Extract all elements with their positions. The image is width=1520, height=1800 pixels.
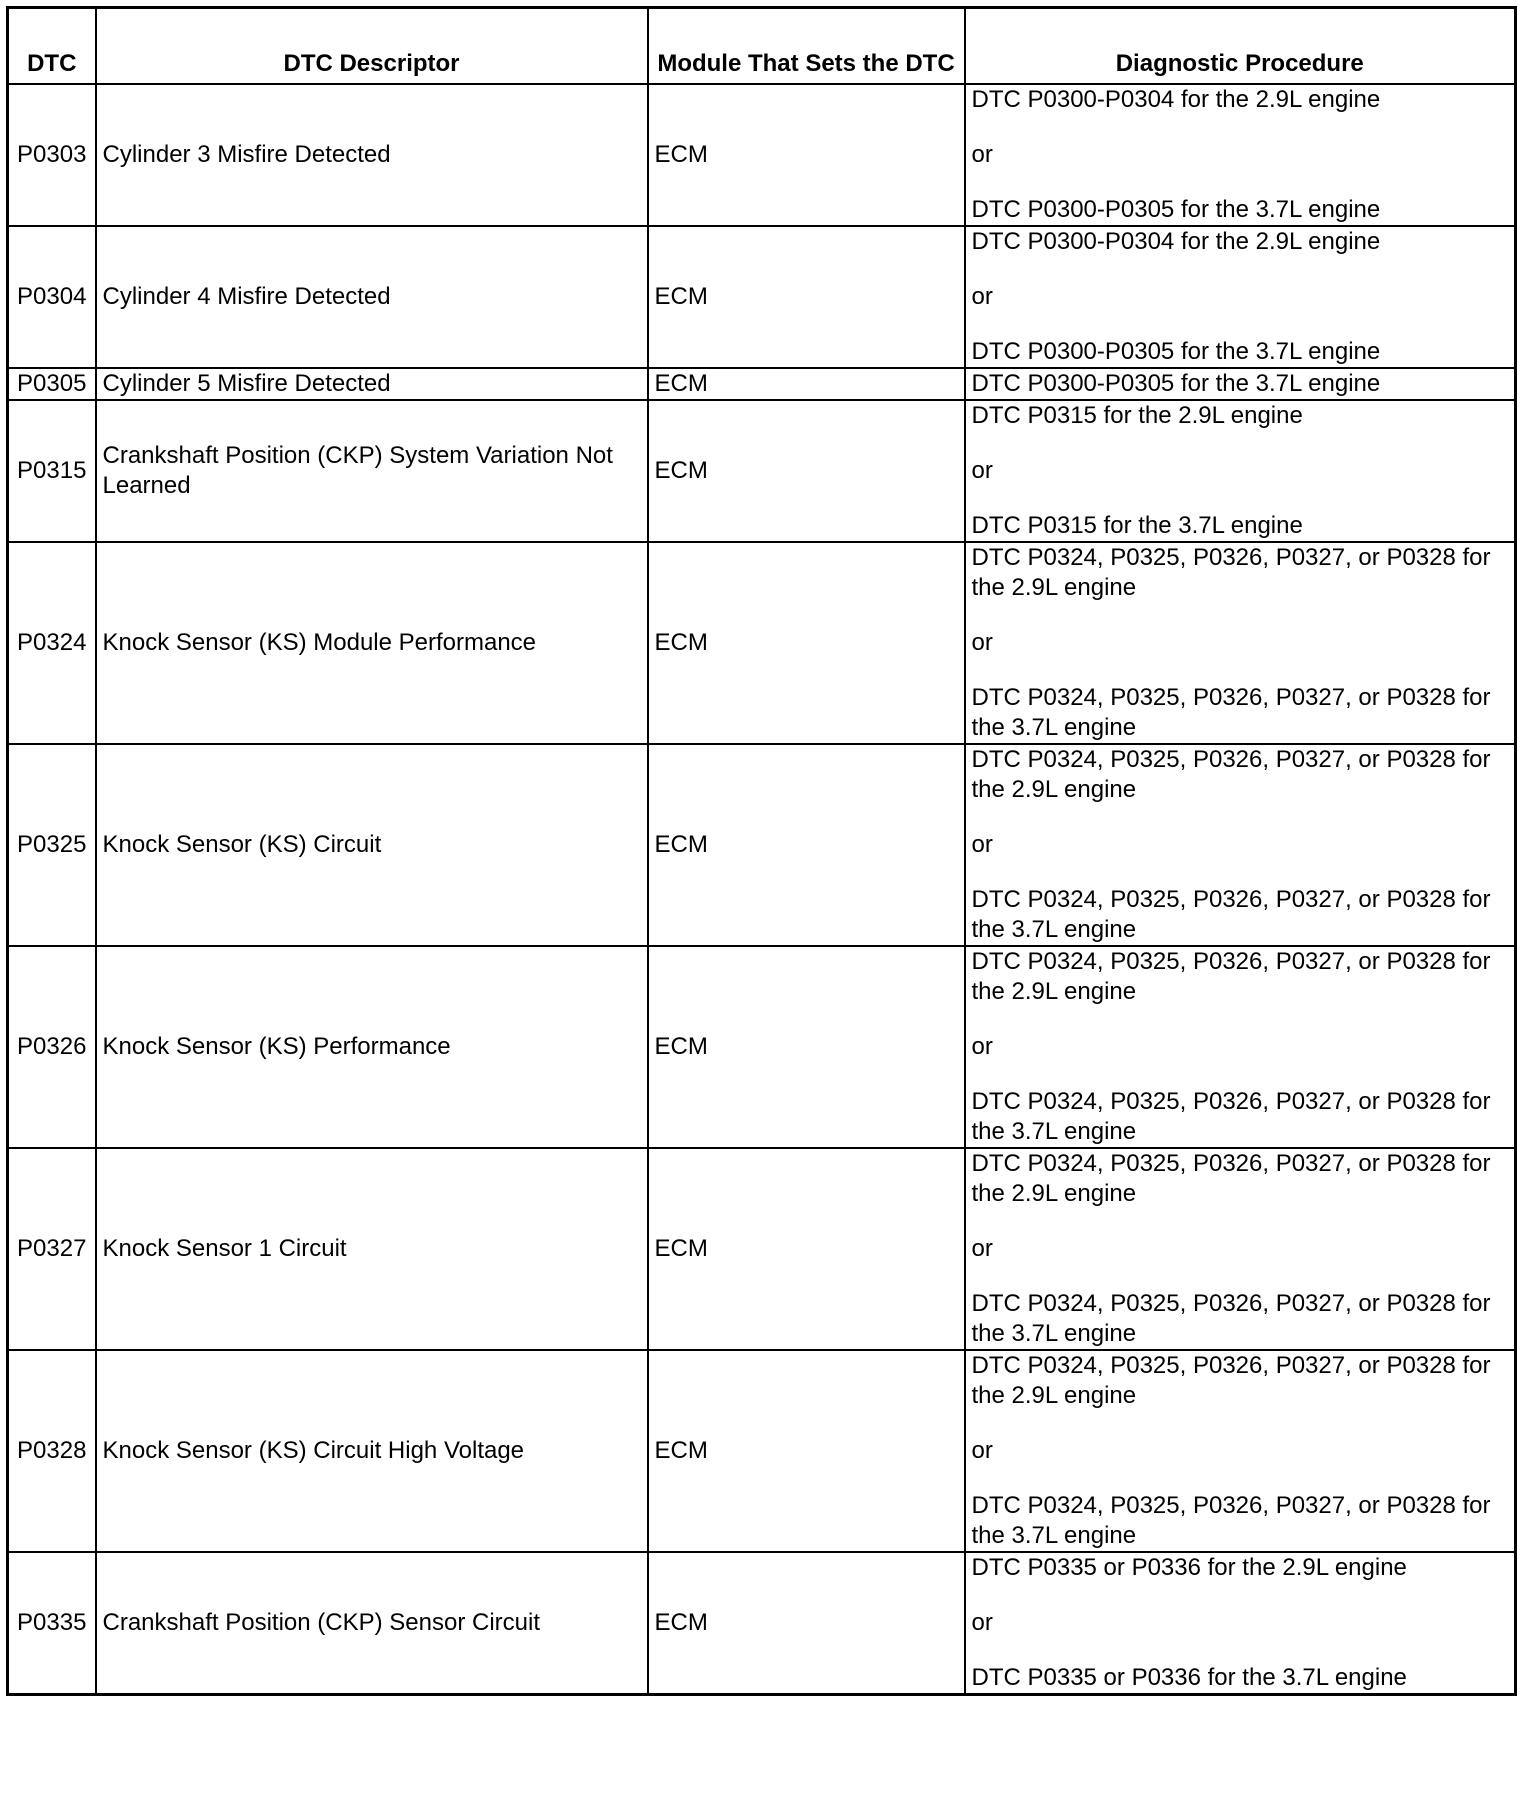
procedure-spacer: [972, 1583, 1509, 1608]
header-descriptor: DTC Descriptor: [96, 8, 648, 85]
dtc-module: ECM: [648, 84, 965, 226]
procedure-line: DTC P0315 for the 2.9L engine: [971, 402, 1303, 429]
procedure-line: DTC P0324, P0325, P0326, P0327, or P0328 for the 3.7L engine: [971, 1088, 1491, 1145]
diagnostic-procedure: [965, 368, 1516, 400]
dtc-descriptor: Knock Sensor (KS) Module Performance: [96, 542, 648, 744]
procedure-spacer: [972, 805, 1509, 830]
procedure-spacer: [972, 860, 1509, 885]
procedure-line: DTC P0300-P0304 for the 2.9L engine: [971, 228, 1381, 255]
dtc-code: P0304: [8, 226, 96, 368]
procedure-line: DTC P0324, P0325, P0326, P0327, or P0328 for the 2.9L engine: [971, 544, 1491, 601]
procedure-line: DTC P0300-P0305 for the 3.7L engine: [971, 196, 1381, 223]
dtc-code: P0303: [8, 84, 96, 226]
procedure-line: DTC P0324, P0325, P0326, P0327, or P0328 for the 3.7L engine: [971, 1290, 1491, 1347]
procedure-line: or: [971, 1235, 993, 1262]
dtc-module: ECM: [648, 946, 965, 1148]
procedure-spacer: [972, 1638, 1509, 1663]
dtc-module: ECM: [648, 1148, 965, 1350]
procedure-line: or: [971, 1609, 993, 1636]
dtc-code: P0325: [8, 744, 96, 946]
procedure-spacer: [972, 431, 1509, 456]
procedure-line: DTC P0300-P0304 for the 2.9L engine: [971, 86, 1381, 113]
table-row: [8, 744, 1516, 946]
diagnostic-procedure: [965, 226, 1516, 368]
procedure-spacer: [972, 312, 1509, 337]
dtc-table: [6, 6, 1517, 1696]
procedure-line: DTC P0324, P0325, P0326, P0327, or P0328 for the 3.7L engine: [971, 1492, 1491, 1549]
procedure-line: DTC P0324, P0325, P0326, P0327, or P0328 for the 2.9L engine: [971, 1150, 1491, 1207]
dtc-module: ECM: [648, 368, 965, 400]
dtc-module: ECM: [648, 744, 965, 946]
diagnostic-procedure: [965, 542, 1516, 744]
table-row: [8, 368, 1516, 400]
procedure-line: DTC P0324, P0325, P0326, P0327, or P0328 for the 2.9L engine: [971, 1352, 1491, 1409]
diagnostic-procedure: [965, 1552, 1516, 1695]
procedure-line: DTC P0324, P0325, P0326, P0327, or P0328 for the 3.7L engine: [971, 886, 1491, 943]
dtc-code: P0324: [8, 542, 96, 744]
dtc-code: P0326: [8, 946, 96, 1148]
dtc-descriptor: Crankshaft Position (CKP) Sensor Circuit: [96, 1552, 648, 1695]
diagnostic-procedure: [965, 1350, 1516, 1552]
procedure-spacer: [972, 1062, 1509, 1087]
procedure-line: DTC P0324, P0325, P0326, P0327, or P0328 for the 3.7L engine: [971, 684, 1491, 741]
procedure-line: or: [971, 831, 993, 858]
procedure-spacer: [972, 1209, 1509, 1234]
dtc-code: P0315: [8, 400, 96, 542]
diagnostic-procedure: [965, 400, 1516, 542]
procedure-line: or: [971, 141, 993, 168]
table-row: [8, 84, 1516, 226]
procedure-line: DTC P0300-P0305 for the 3.7L engine: [971, 338, 1381, 365]
procedure-line: DTC P0335 or P0336 for the 2.9L engine: [971, 1554, 1407, 1581]
procedure-line: DTC P0335 or P0336 for the 3.7L engine: [971, 1664, 1407, 1691]
dtc-descriptor: Knock Sensor (KS) Circuit: [96, 744, 648, 946]
diagnostic-procedure: [965, 744, 1516, 946]
dtc-descriptor: Crankshaft Position (CKP) System Variation Not Learned: [96, 400, 648, 542]
diagnostic-procedure: [965, 1148, 1516, 1350]
diagnostic-procedure: [965, 84, 1516, 226]
procedure-line: DTC P0315 for the 3.7L engine: [971, 512, 1303, 539]
procedure-spacer: [972, 1264, 1509, 1289]
dtc-code: P0327: [8, 1148, 96, 1350]
procedure-line: DTC P0324, P0325, P0326, P0327, or P0328 for the 2.9L engine: [971, 948, 1491, 1005]
procedure-spacer: [972, 1411, 1509, 1436]
dtc-descriptor: Cylinder 3 Misfire Detected: [96, 84, 648, 226]
table-row: [8, 1552, 1516, 1695]
table-header: [8, 8, 1516, 85]
procedure-line: or: [971, 629, 993, 656]
dtc-code: P0305: [8, 368, 96, 400]
procedure-spacer: [972, 486, 1509, 511]
procedure-line: DTC P0300-P0305 for the 3.7L engine: [971, 370, 1381, 397]
table-row: [8, 542, 1516, 744]
procedure-line: or: [971, 457, 993, 484]
table-row: [8, 1148, 1516, 1350]
dtc-descriptor: Cylinder 5 Misfire Detected: [96, 368, 648, 400]
dtc-module: ECM: [648, 542, 965, 744]
diagnostic-procedure: [965, 946, 1516, 1148]
header-row: [8, 8, 1516, 85]
procedure-line: or: [971, 283, 993, 310]
dtc-descriptor: Knock Sensor (KS) Circuit High Voltage: [96, 1350, 648, 1552]
header-module: Module That Sets the DTC: [648, 8, 965, 85]
dtc-module: ECM: [648, 1350, 965, 1552]
header-procedure: Diagnostic Procedure: [965, 8, 1516, 85]
procedure-spacer: [972, 115, 1509, 140]
dtc-code: P0335: [8, 1552, 96, 1695]
procedure-line: or: [971, 1033, 993, 1060]
dtc-module: ECM: [648, 1552, 965, 1695]
procedure-spacer: [972, 1007, 1509, 1032]
table-row: [8, 946, 1516, 1148]
dtc-code: P0328: [8, 1350, 96, 1552]
procedure-spacer: [972, 257, 1509, 282]
procedure-spacer: [972, 658, 1509, 683]
header-dtc: DTC: [8, 8, 96, 85]
table-row: [8, 226, 1516, 368]
procedure-spacer: [972, 1466, 1509, 1491]
dtc-descriptor: Knock Sensor (KS) Performance: [96, 946, 648, 1148]
dtc-descriptor: Knock Sensor 1 Circuit: [96, 1148, 648, 1350]
table-body: [8, 84, 1516, 1695]
dtc-module: ECM: [648, 226, 965, 368]
dtc-descriptor: Cylinder 4 Misfire Detected: [96, 226, 648, 368]
table-row: [8, 1350, 1516, 1552]
procedure-line: DTC P0324, P0325, P0326, P0327, or P0328 for the 2.9L engine: [971, 746, 1491, 803]
dtc-module: ECM: [648, 400, 965, 542]
table-row: [8, 400, 1516, 542]
procedure-spacer: [972, 170, 1509, 195]
procedure-spacer: [972, 603, 1509, 628]
procedure-line: or: [971, 1437, 993, 1464]
